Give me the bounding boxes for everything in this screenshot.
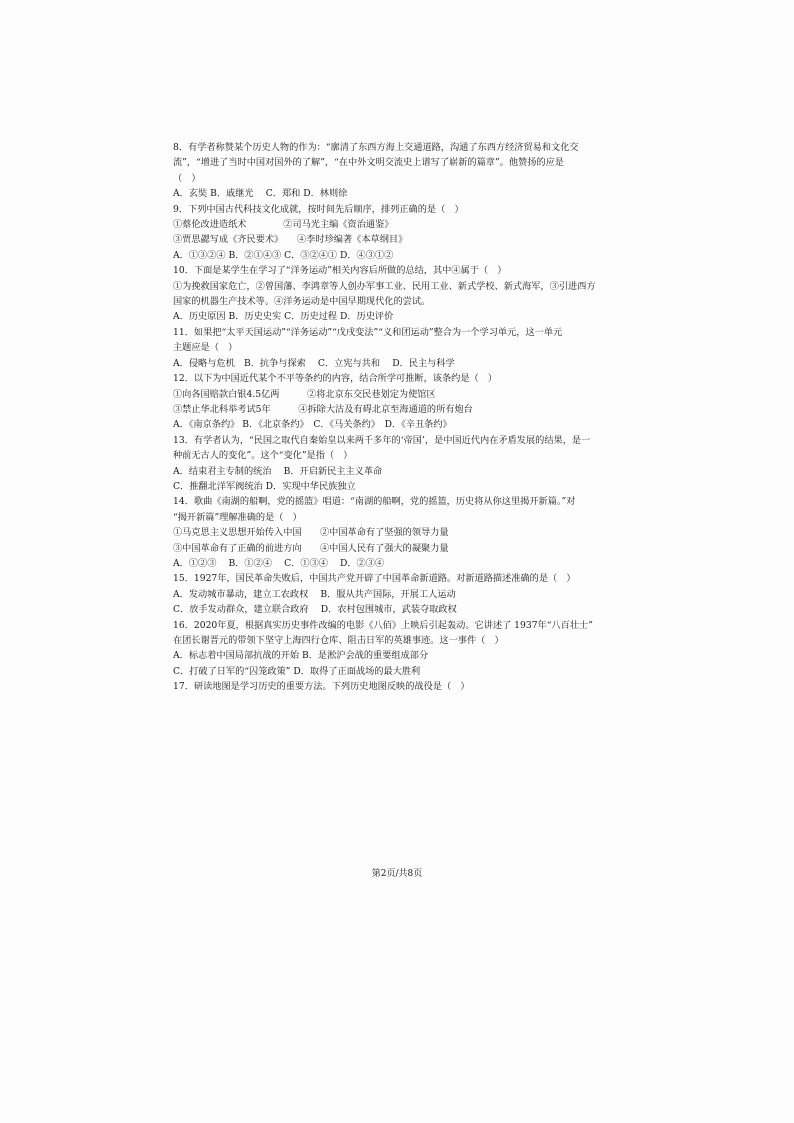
question-stem-line: 11．如果把“太平天国运动”“洋务运动”“戊戌变法”“义和团运动”整合为一个学习单元，这一单元	[173, 326, 563, 338]
question-list	[173, 140, 629, 695]
answer-options: A．标志着中国局部抗战的开始 B．是淞沪会战的重要组成部分	[173, 650, 429, 662]
question-15	[173, 571, 629, 617]
statement-line: 国家的机器生产技术等。④洋务运动是中国早期现代化的尝试。	[173, 296, 431, 308]
question-stem-line: 16．2020年夏，根据真实历史事件改编的电影《八佰》上映后引起轰动。它讲述了 1937年“八百壮士”	[173, 619, 593, 631]
question-stem-line: 在团长谢晋元的带领下坚守上海四行仓库、阻击日军的英雄事迹。这一事件（ ）	[173, 635, 504, 646]
answer-options: C．打破了日军的“囚笼政策” D．取得了正面战场的最大胜利	[173, 665, 421, 677]
answer-options: A．侵略与危机 B．抗争与探索 C．立宪与共和 D．民主与科学	[173, 357, 455, 369]
question-stem-line: 13．有学者认为，“民国之取代自秦始皇以来两千多年的‘帝国’，是中国近代内在矛盾发展的结果，是一	[173, 434, 591, 446]
question-stem-line: 种前无古人的变化”。这个“变化”是指（ ）	[173, 450, 353, 462]
statement-line: ③禁止华北科举考试5年 ④拆除大沽及有碍北京至海通道的所有炮台	[173, 403, 473, 415]
question-stem-line: 12．以下为中国近代某个不平等条约的内容，结合所学可推断，该条约是（ ）	[173, 373, 498, 385]
question-10	[173, 263, 629, 325]
answer-options: A．结束君主专制的统治 B．开启新民主主义革命	[173, 465, 383, 477]
question-11	[173, 325, 629, 371]
statement-line: ③贾思勰写成《齐民要术》 ④李时珍编著《本草纲目》	[173, 234, 408, 246]
question-12	[173, 371, 629, 433]
question-stem-line: 15．1927年，国民革命失败后，中国共产党开辟了中国革命新道路。对新道路描述准确的是（ ）	[173, 573, 576, 585]
question-stem-line: 主题应是（ ）	[173, 342, 238, 354]
question-stem-line: 流”，“增进了当时中国对国外的了解”，“在中外文明交流史上谱写了崭新的篇章”。他赞扬的应是	[173, 157, 564, 169]
answer-options: C．放手发动群众，建立联合政府 D．农村包围城市，武装夺取政权	[173, 604, 457, 616]
answer-options: A．①③②④ B．②①④③ C．③②④① D．④③①②	[173, 249, 394, 261]
page-number: 第2页/共8页	[371, 869, 423, 879]
question-16	[173, 618, 629, 680]
question-17	[173, 679, 629, 694]
question-14	[173, 494, 629, 571]
statement-line: ①向各国赔款白银4.5亿两 ②将北京东交民巷划定为使馆区	[173, 388, 436, 400]
statement-line: ③中国革命有了正确的前进方向 ④中国人民有了强大的凝聚力量	[173, 542, 449, 554]
answer-options: A．历史原因 B．历史史实 C．历史过程 D．历史评价	[173, 311, 394, 323]
question-stem-line: 10．下面是某学生在学习了“洋务运动”相关内容后所做的总结，其中④属于（ ）	[173, 265, 507, 277]
question-stem-line: 8．有学者称赞某个历史人物的作为：“廓清了东西方海上交通道路，沟通了东西方经济贸易和文化交	[173, 142, 579, 153]
question-13	[173, 433, 629, 495]
question-stem-line: 17．研读地图是学习历史的重要方法。下列历史地图反映的战役是（ ）	[173, 681, 470, 693]
answer-options: A．发动城市暴动，建立工农政权 B．服从共产国际，开展工人运动	[173, 588, 456, 600]
question-stem-line: “揭开新篇”理解准确的是（ ）	[173, 511, 302, 523]
question-stem-line: 9．下列中国古代科技文化成就，按时间先后顺序，排列正确的是（ ）	[173, 203, 464, 215]
answer-options: A．玄奘 B．戚继光 C．郑和 D．林则徐	[173, 188, 348, 200]
statement-line: ①马克思主义思想开始传入中国 ②中国革命有了坚强的领导力量	[173, 527, 449, 539]
answer-options: A．《南京条约》 B．《北京条约》 C．《马关条约》 D．《辛丑条约》	[173, 419, 452, 431]
statement-line: ①蔡伦改进造纸术 ②司马光主编《资治通鉴》	[173, 219, 394, 231]
answer-options: C．推翻北洋军阀统治 D．实现中华民族独立	[173, 480, 356, 492]
question-8	[173, 140, 629, 202]
question-stem-line: 14．歌曲《南湖的船啊，党的摇篮》唱道：“南湖的船啊，党的摇篮，历史将从你这里揭开新篇。”对	[173, 496, 576, 508]
question-stem-line: （ ）	[173, 172, 201, 184]
answer-options: A．①②③ B．①②④ C．①③④ D．②③④	[173, 557, 385, 569]
question-9	[173, 202, 629, 264]
statement-line: ①为挽救国家危亡，②曾国藩、李鸿章等人创办军事工业、民用工业、新式学校、新式海军，③引进西方	[173, 280, 596, 292]
